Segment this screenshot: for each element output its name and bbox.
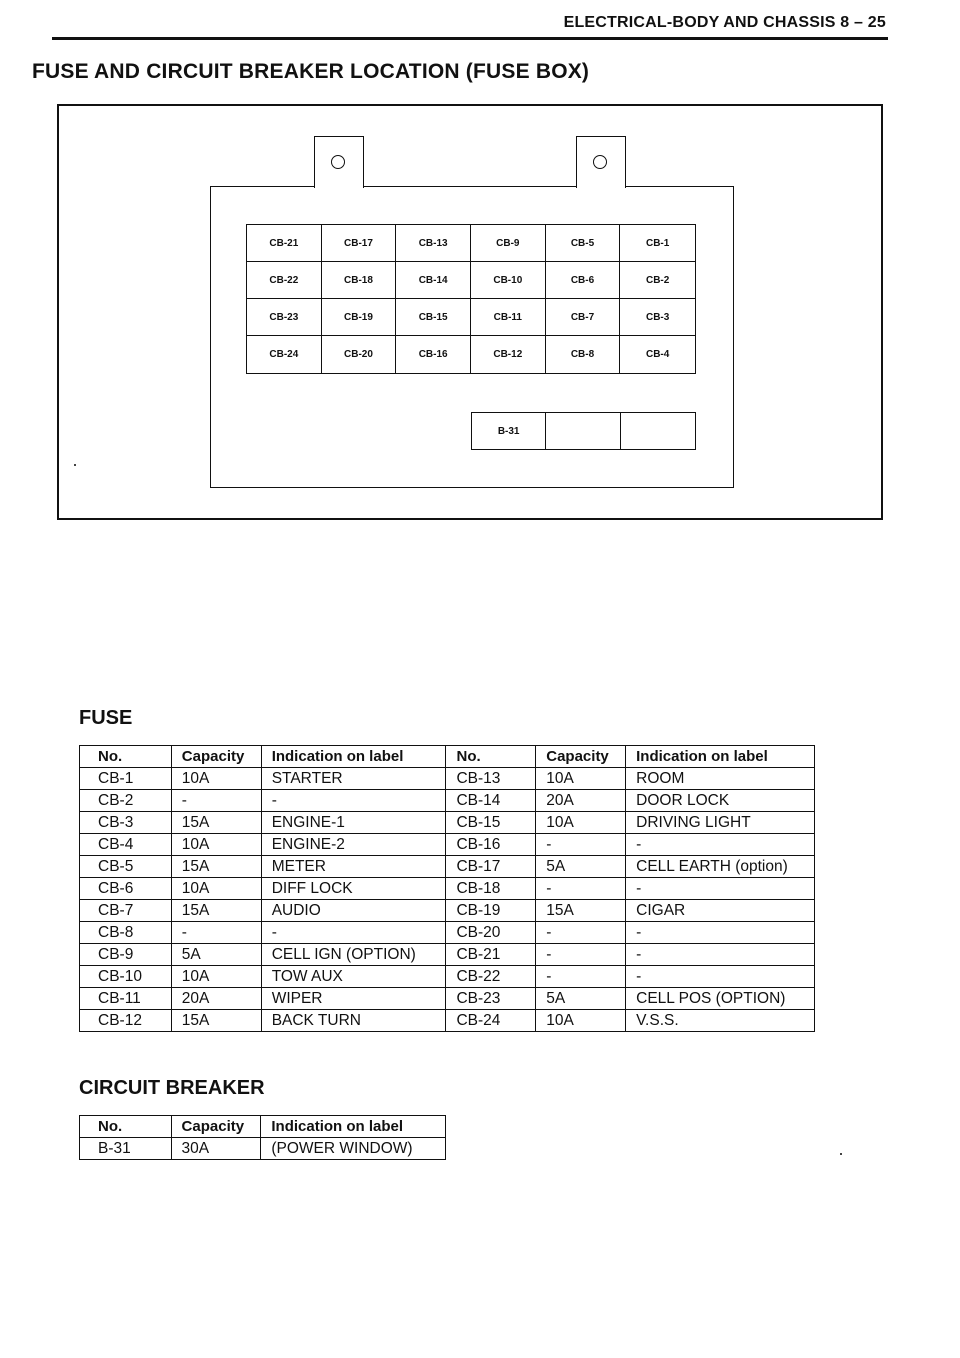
fuse-column-header: No.: [446, 746, 536, 768]
fuse-slot-label: CB-6: [546, 262, 621, 299]
table-cell: DOOR LOCK: [626, 790, 815, 812]
fuse-column-header: Indication on label: [261, 746, 446, 768]
fuse-slot-label: CB-12: [471, 336, 546, 373]
table-cell: CB-11: [80, 988, 172, 1010]
breaker-slot-label: B-31: [472, 413, 546, 449]
breaker-slot-row: [471, 412, 696, 450]
table-cell: CB-21: [446, 944, 536, 966]
fuse-slot-label: CB-23: [247, 299, 322, 336]
table-cell: -: [626, 944, 815, 966]
table-row: [80, 966, 815, 988]
table-cell: AUDIO: [261, 900, 446, 922]
table-cell: CELL IGN (OPTION): [261, 944, 446, 966]
table-cell: CIGAR: [626, 900, 815, 922]
table-cell: 15A: [171, 900, 261, 922]
table-cell: -: [626, 878, 815, 900]
fuse-slot-grid: [246, 224, 696, 374]
breaker-column-header: No.: [80, 1116, 172, 1138]
fuse-slot-label: CB-18: [322, 262, 397, 299]
fuse-slot-label: CB-11: [471, 299, 546, 336]
table-cell: -: [536, 966, 626, 988]
table-cell: -: [536, 944, 626, 966]
table-cell: 10A: [536, 812, 626, 834]
fuse-slot-label: CB-20: [322, 336, 397, 373]
table-cell: CB-16: [446, 834, 536, 856]
table-cell: -: [536, 834, 626, 856]
fuse-column-header: Capacity: [536, 746, 626, 768]
table-cell: CB-3: [80, 812, 172, 834]
header-rule: [52, 37, 888, 40]
table-cell: ENGINE-1: [261, 812, 446, 834]
table-cell: -: [261, 790, 446, 812]
fuse-slot-label: CB-8: [546, 336, 621, 373]
fuse-slot-label: CB-16: [396, 336, 471, 373]
fuse-heading: FUSE: [79, 707, 133, 729]
fuse-slot-label: CB-22: [247, 262, 322, 299]
table-cell: -: [536, 922, 626, 944]
fuse-slot-label: CB-3: [620, 299, 695, 336]
table-cell: ENGINE-2: [261, 834, 446, 856]
fuse-slot-label: CB-19: [322, 299, 397, 336]
circuit-breaker-table: [79, 1115, 446, 1160]
table-cell: CB-17: [446, 856, 536, 878]
table-cell: -: [626, 922, 815, 944]
table-cell: -: [171, 922, 261, 944]
table-row: [80, 1138, 446, 1160]
table-cell: TOW AUX: [261, 966, 446, 988]
table-cell: DRIVING LIGHT: [626, 812, 815, 834]
table-cell: 10A: [171, 878, 261, 900]
scan-speck: [840, 1153, 842, 1155]
table-row: [80, 988, 815, 1010]
table-cell: CB-1: [80, 768, 172, 790]
breaker-slot-label: [546, 413, 620, 449]
table-cell: 5A: [171, 944, 261, 966]
table-cell: CB-10: [80, 966, 172, 988]
table-cell: -: [171, 790, 261, 812]
breaker-slot-label: [621, 413, 695, 449]
table-cell: CB-7: [80, 900, 172, 922]
mounting-tab-right: [576, 136, 626, 188]
fuse-slot-label: CB-10: [471, 262, 546, 299]
table-cell: CB-6: [80, 878, 172, 900]
fuse-slot-label: CB-1: [620, 225, 695, 262]
table-row: [80, 922, 815, 944]
running-head: ELECTRICAL-BODY AND CHASSIS 8 – 25: [563, 14, 886, 31]
table-row: [80, 1010, 815, 1032]
table-cell: V.S.S.: [626, 1010, 815, 1032]
table-cell: CB-23: [446, 988, 536, 1010]
fuse-slot-label: CB-5: [546, 225, 621, 262]
table-cell: 15A: [171, 856, 261, 878]
table-cell: -: [536, 878, 626, 900]
table-cell: 20A: [171, 988, 261, 1010]
table-cell: 20A: [536, 790, 626, 812]
table-cell: CB-15: [446, 812, 536, 834]
table-cell: 5A: [536, 988, 626, 1010]
table-cell: STARTER: [261, 768, 446, 790]
table-cell: -: [626, 834, 815, 856]
table-cell: 10A: [171, 966, 261, 988]
breaker-column-header: Indication on label: [261, 1116, 446, 1138]
table-cell: 30A: [171, 1138, 261, 1160]
table-cell: 10A: [171, 768, 261, 790]
table-row: [80, 768, 815, 790]
table-row: [80, 878, 815, 900]
table-cell: CB-14: [446, 790, 536, 812]
table-cell: -: [261, 922, 446, 944]
fuse-slot-label: CB-7: [546, 299, 621, 336]
table-row: [80, 834, 815, 856]
table-cell: WIPER: [261, 988, 446, 1010]
table-cell: CB-2: [80, 790, 172, 812]
table-cell: CB-4: [80, 834, 172, 856]
table-cell: CELL EARTH (option): [626, 856, 815, 878]
table-cell: CB-8: [80, 922, 172, 944]
table-cell: 10A: [536, 1010, 626, 1032]
table-row: [80, 790, 815, 812]
mounting-hole-icon: [331, 155, 345, 169]
table-cell: 5A: [536, 856, 626, 878]
table-cell: CB-18: [446, 878, 536, 900]
mounting-tab-left: [314, 136, 364, 188]
fuse-slot-label: CB-24: [247, 336, 322, 373]
fuse-slot-label: CB-13: [396, 225, 471, 262]
table-cell: CB-9: [80, 944, 172, 966]
table-cell: (POWER WINDOW): [261, 1138, 446, 1160]
table-cell: CB-12: [98, 1011, 142, 1029]
table-cell: METER: [261, 856, 446, 878]
fuse-slot-label: CB-17: [322, 225, 397, 262]
fuse-slot-label: CB-4: [645, 349, 670, 360]
table-cell: B-31: [98, 1139, 131, 1157]
fuse-column-header: Indication on label: [626, 746, 815, 768]
table-cell: CELL POS (OPTION): [626, 988, 815, 1010]
mounting-hole-icon: [593, 155, 607, 169]
fuse-table-header: [80, 746, 815, 768]
table-cell: CB-24: [446, 1010, 536, 1032]
fuse-slot-label: CB-21: [247, 225, 322, 262]
table-cell: CB-22: [446, 966, 536, 988]
table-row: [80, 812, 815, 834]
table-cell: 10A: [171, 834, 261, 856]
breaker-column-header: Capacity: [171, 1116, 261, 1138]
breaker-table-header: [80, 1116, 446, 1138]
page-title: FUSE AND CIRCUIT BREAKER LOCATION (FUSE BOX): [32, 60, 590, 83]
table-cell: 15A: [171, 812, 261, 834]
fuse-slot-label: CB-9: [471, 225, 546, 262]
table-cell: -: [626, 966, 815, 988]
scan-speck: [74, 464, 76, 466]
fuse-table: [79, 745, 815, 1032]
table-row: [80, 900, 815, 922]
table-cell: 15A: [171, 1010, 261, 1032]
table-cell: CB-5: [80, 856, 172, 878]
fuse-slot-label: CB-14: [396, 262, 471, 299]
table-cell: CB-19: [446, 900, 536, 922]
table-row: [80, 856, 815, 878]
table-cell: ROOM: [626, 768, 815, 790]
fuse-column-header: Capacity: [171, 746, 261, 768]
table-cell: CB-20: [446, 922, 536, 944]
fuse-slot-label: CB-2: [620, 262, 695, 299]
table-cell: CB-13: [446, 768, 536, 790]
table-cell: 10A: [536, 768, 626, 790]
table-row: [80, 944, 815, 966]
table-cell: DIFF LOCK: [261, 878, 446, 900]
table-cell: BACK TURN: [261, 1010, 446, 1032]
circuit-breaker-heading: CIRCUIT BREAKER: [79, 1077, 265, 1099]
fuse-slot-label: CB-15: [396, 299, 471, 336]
fuse-column-header: No.: [80, 746, 172, 768]
table-cell: 15A: [536, 900, 626, 922]
